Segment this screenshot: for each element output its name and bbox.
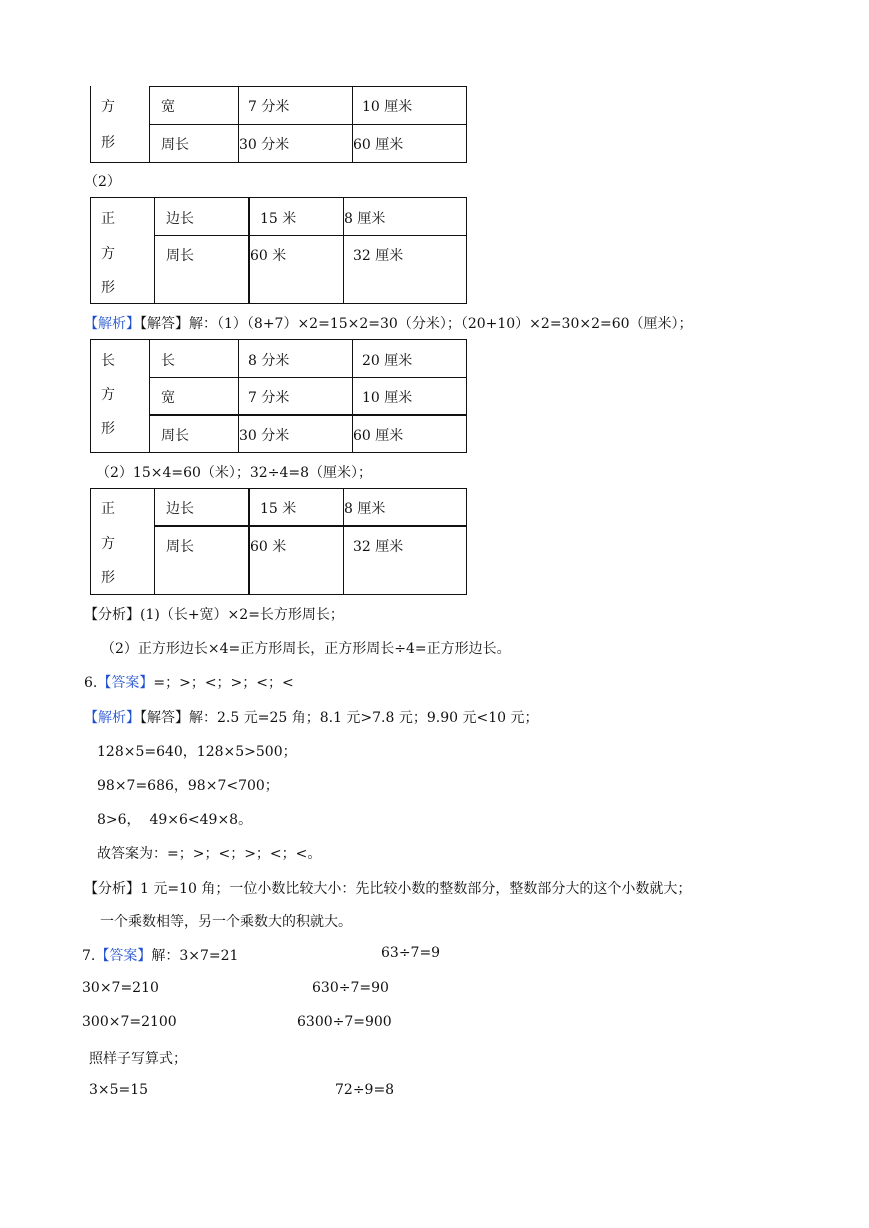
cell-value: 10 厘米 [362,99,413,115]
table-rectangle-answer [90,339,467,453]
row-label: 周长 [161,137,189,153]
table-square-answer [90,488,467,595]
cell-value: 15 米 [260,211,297,227]
row-label: 长 [161,353,175,369]
answer-tag: 【答案】 [95,948,152,964]
part2-calculation: （2）15×4=60（米）；32÷4=8（厘米）； [96,465,372,481]
side-char: 形 [101,421,115,437]
cell-value: 7 分米 [248,390,290,406]
q6-fenxi-1: 【分析】1 元=10 角；一位小数比较大小：先比较小数的整数部分，整数部分大的这个小数就大； [84,881,692,897]
row-label: 宽 [161,99,175,115]
side-char: 形 [101,280,115,296]
row-label: 边长 [166,211,194,227]
q7-row2-left: 30×7=210 [82,980,159,996]
cell-value: 8 厘米 [344,501,386,517]
side-char: 形 [101,570,115,586]
side-char: 长 [101,353,115,369]
q7-answer-line [82,945,238,965]
q7-row3-left: 300×7=2100 [82,1014,177,1030]
side-char: 方 [101,536,115,552]
row-label: 周长 [166,539,194,555]
q6-jiexi-line [84,707,539,727]
row-label: 周长 [161,428,189,444]
q6-answer-line [84,672,294,692]
side-char: 方 [101,387,115,403]
table-square-question [90,197,467,304]
q7-row3-right: 6300÷7=900 [297,1014,392,1030]
q7-first-right: 63÷7=9 [381,945,441,961]
row-label: 宽 [161,390,175,406]
side-char: 正 [101,211,115,227]
fenxi-line-2: （2）正方形边长×4=正方形周长，正方形周长÷4=正方形边长。 [101,641,511,657]
part2-label: （2） [84,174,121,190]
cell-value: 60 米 [250,539,287,555]
q7-first-left: 解：3×7=21 [151,948,239,964]
q6-line: 98×7=686，98×7<700； [97,778,279,794]
cell-value: 20 厘米 [362,353,413,369]
cell-value: 8 分米 [248,353,290,369]
q7-row2-right: 630÷7=90 [312,980,389,996]
jiexi-tag: 【解析】 [84,316,140,332]
side-char: 形 [101,135,115,151]
cell-value: 15 米 [260,501,297,517]
table-rectangle-partial [90,86,467,163]
side-char: 方 [101,246,115,262]
q7-row4-right: 72÷9=8 [335,1082,395,1098]
q6-line: 8>6， 49×6<49×8。 [97,812,253,828]
row-label: 边长 [166,501,194,517]
q6-jiexi-text: 【解答】解：2.5 元=25 角；8.1 元>7.8 元；9.90 元<10 元； [140,710,539,726]
cell-value: 30 分米 [239,137,290,153]
q6-number: 6. [84,675,98,691]
cell-value: 7 分米 [248,99,290,115]
cell-value: 8 厘米 [344,211,386,227]
q7-row4-left: 3×5=15 [89,1082,149,1098]
q6-line: 128×5=640，128×5>500； [97,744,297,760]
cell-value: 32 厘米 [353,248,404,264]
fenxi-line-1: 【分析】(1)（长+宽）×2=长方形周长； [84,607,344,623]
row-label: 周长 [166,248,194,264]
side-char: 正 [101,501,115,517]
cell-value: 30 分米 [239,428,290,444]
cell-value: 60 厘米 [353,428,404,444]
cell-value: 60 米 [250,248,287,264]
answer-tag: 【答案】 [97,675,154,691]
cell-value: 60 厘米 [353,137,404,153]
q7-number: 7. [82,948,96,964]
q6-line: 故答案为：=；>；<；>；<；<。 [97,846,322,862]
q7-note: 照样子写算式； [89,1051,187,1067]
analysis-line [84,313,693,333]
side-char: 方 [101,99,115,115]
q6-answer: =；>；<；>；<；< [153,675,294,691]
q6-fenxi-2: 一个乘数相等，另一个乘数大的积就大。 [100,914,352,930]
cell-value: 32 厘米 [353,539,404,555]
analysis-text: 【解答】解：（1）（8+7）×2=15×2=30（分米）；（20+10）×2=30×2=60（厘米）； [140,316,693,332]
jiexi-tag: 【解析】 [84,710,140,726]
cell-value: 10 厘米 [362,390,413,406]
